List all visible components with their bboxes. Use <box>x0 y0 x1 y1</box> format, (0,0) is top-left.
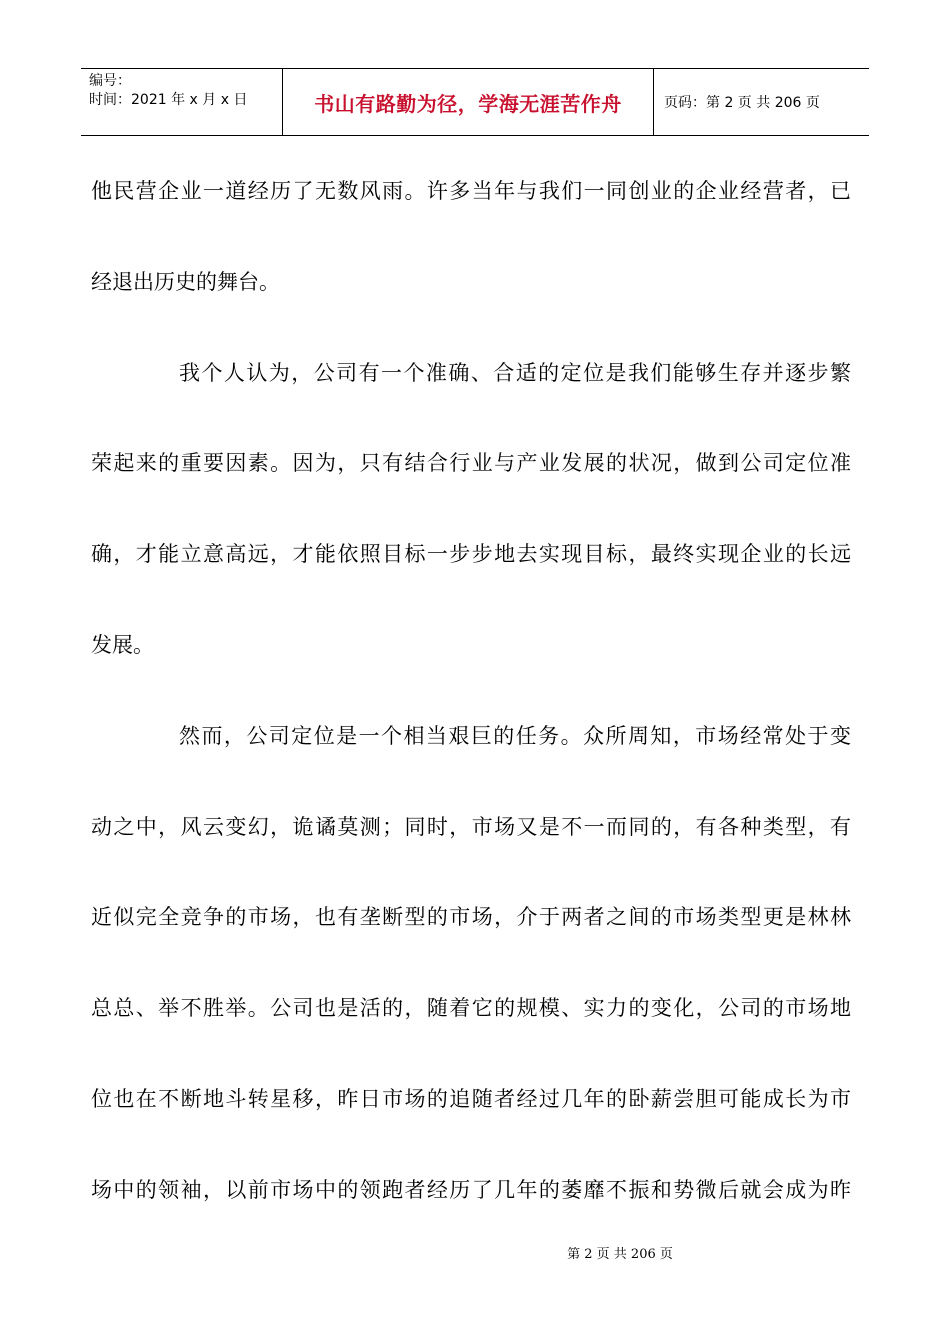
body-line: 发展。 <box>91 632 154 657</box>
body-line: 我个人认为，公司有一个准确、合适的定位是我们能够生存并逐步繁 <box>179 360 851 385</box>
body-line: 动之中，风云变幻，诡谲莫测；同时，市场又是不一而同的，有各种类型，有 <box>91 814 851 839</box>
document-header <box>81 68 869 136</box>
header-page-info: 页码：第 2 页 共 206 页 <box>664 95 820 111</box>
body-line: 他民营企业一道经历了无数风雨。许多当年与我们一同创业的企业经营者，已 <box>91 179 851 203</box>
page-footer: 第 2 页 共 206 页 <box>567 1247 673 1262</box>
body-line: 总总、举不胜举。公司也是活的，随着它的规模、实力的变化，公司的市场地 <box>91 996 851 1021</box>
body-line: 然而，公司定位是一个相当艰巨的任务。众所周知，市场经常处于变 <box>179 723 851 748</box>
header-meta <box>81 69 283 135</box>
body-line: 场中的领袖，以前市场中的领跑者经历了几年的萎靡不振和势微后就会成为昨 <box>91 1177 851 1202</box>
body-line: 近似完全竞争的市场，也有垄断型的市场，介于两者之间的市场类型更是林林 <box>91 905 851 930</box>
body-line: 确，才能立意高远，才能依照目标一步步地去实现目标，最终实现企业的长远 <box>91 542 851 567</box>
body-line: 位也在不断地斗转星移，昨日市场的追随者经过几年的卧薪尝胆可能成长为市 <box>91 1086 851 1111</box>
header-motto: 书山有路勤为径，学海无涯苦作舟 <box>283 69 654 135</box>
document-number-label: 编号： <box>89 73 131 89</box>
body-line: 经退出历史的舞台。 <box>91 269 280 294</box>
document-date-label: 时间：2021 年 x 月 x 日 <box>89 92 248 108</box>
body-line: 荣起来的重要因素。因为，只有结合行业与产业发展的状况，做到公司定位准 <box>91 451 851 476</box>
document-body <box>91 158 851 1248</box>
